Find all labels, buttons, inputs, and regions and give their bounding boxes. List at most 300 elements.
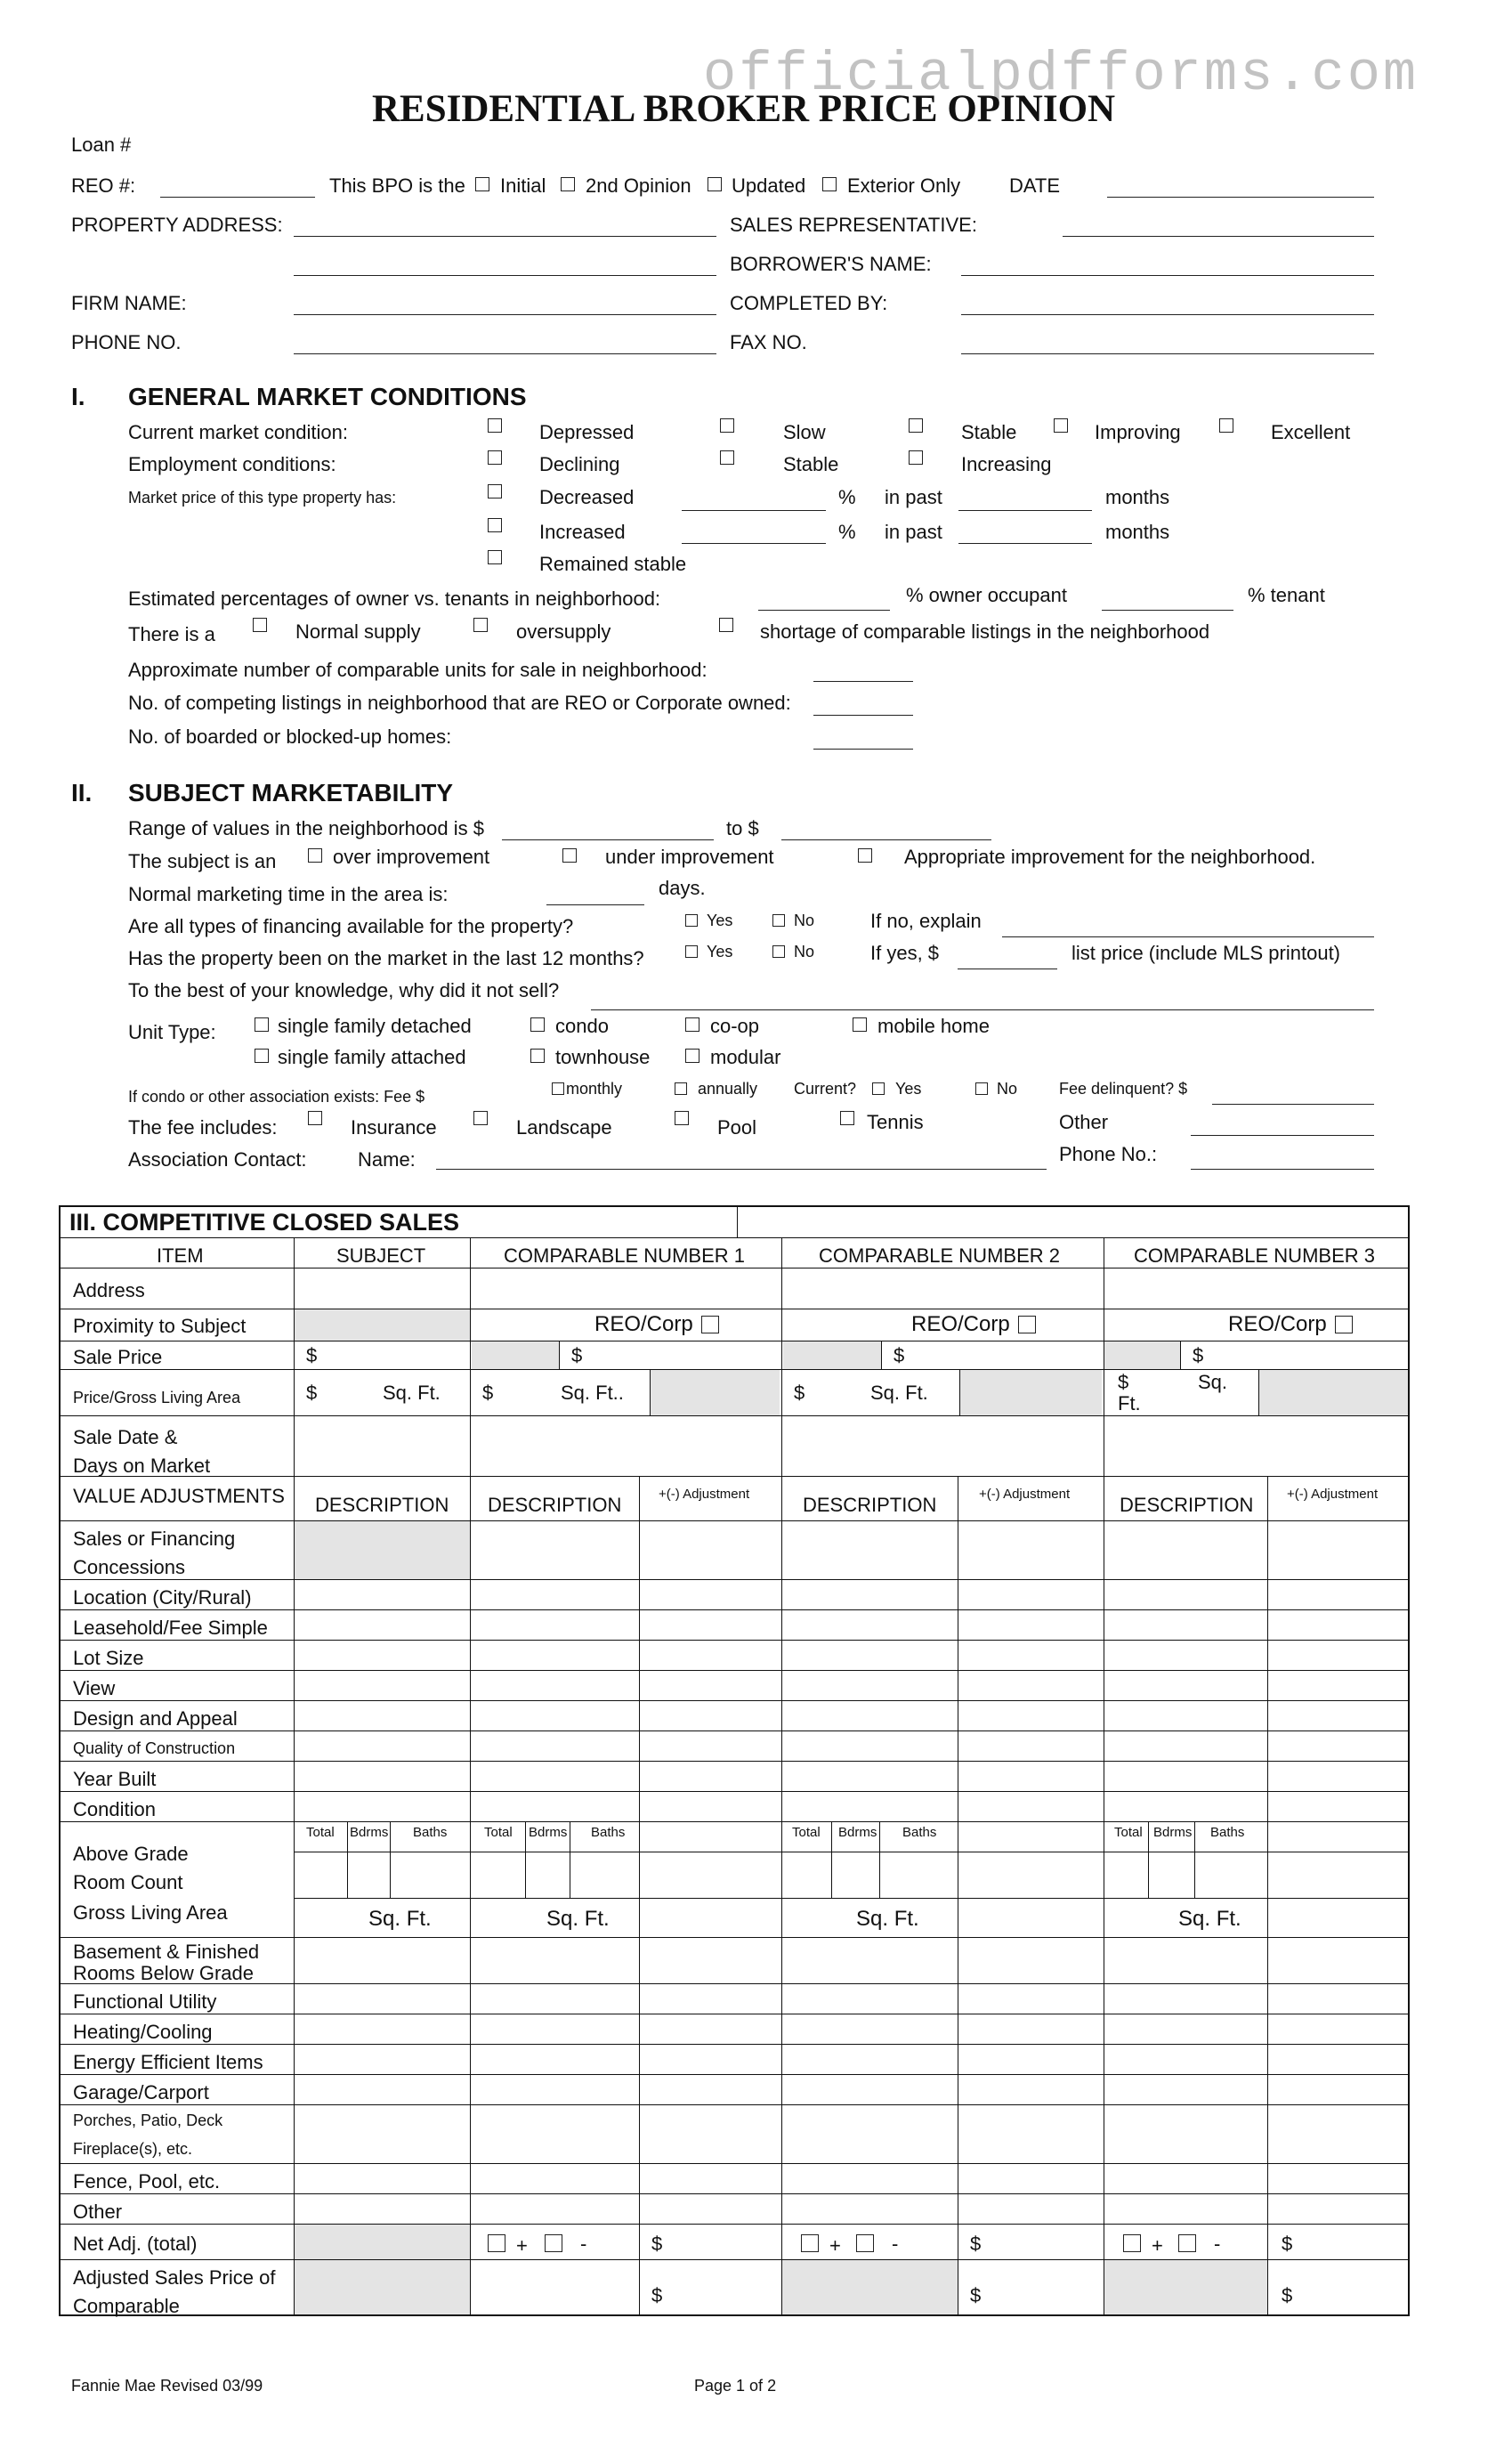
sp-subject-dollar: $ [306,1344,318,1366]
employment-label: Employment conditions: [128,453,336,475]
increased-months-label: months [1105,521,1170,543]
pp-c1-sqft: Sq. Ft.. [561,1382,624,1404]
firm-name-field[interactable] [294,314,716,315]
vl-rc-11 [525,1821,526,1898]
hl-5 [59,1369,1410,1370]
col-comp2: COMPARABLE NUMBER 2 [819,1244,1060,1267]
tennis-label: Tennis [867,1111,924,1133]
current-market-label: Current market condition: [128,421,348,443]
reo-label: REO #: [71,174,136,197]
improving-label: Improving [1095,421,1181,443]
hl-16 [59,1791,1410,1792]
pp-subject-sqft: Sq. Ft. [383,1382,441,1404]
annually-checkbox[interactable] [675,1082,687,1095]
why-not-label: To the best of your knowledge, why did it not sell? [128,979,560,1001]
date-label: DATE [1009,174,1061,197]
gla-c3-sqft: Sq. Ft. [1178,1907,1241,1931]
row-functional: Functional Utility [73,1990,217,2013]
oversupply-label: oversupply [516,620,611,643]
net-adj-c3-minus-checkbox[interactable] [1178,2234,1196,2252]
approx-label: Approximate number of comparable units for sale in neighborhood: [128,659,708,681]
annually-label: annually [698,1080,758,1098]
property-address-field[interactable] [294,236,716,237]
remained-stable-label: Remained stable [539,553,687,575]
over-improvement-label: over improvement [333,846,490,868]
row-condition: Condition [73,1798,156,1820]
col-item: ITEM [157,1244,204,1267]
hl-19 [59,1983,1410,1984]
financing-yes-label: Yes [707,912,733,929]
coop-label: co-op [710,1015,760,1037]
initial-label: Initial [500,174,546,197]
hl-24 [59,2163,1410,2164]
row-leasehold: Leasehold/Fee Simple [73,1617,268,1639]
fee-delinquent-field[interactable] [1212,1104,1374,1105]
pp-c2-sqft: Sq. Ft. [870,1382,928,1404]
date-field[interactable] [1107,197,1374,198]
market-yes-label: Yes [707,943,733,960]
hl-9 [59,1579,1410,1580]
decreased-in-past: in past [885,486,942,508]
hl-14 [59,1730,1410,1731]
over-improvement-checkbox[interactable] [308,848,322,863]
landscape-label: Landscape [516,1116,612,1139]
depressed-checkbox[interactable] [488,418,502,433]
approx-field[interactable] [813,681,913,682]
reo-corp-c2-checkbox[interactable] [1018,1316,1036,1333]
depressed-label: Depressed [539,421,635,443]
reo-field[interactable] [160,197,315,198]
row-sale-date: Sale Date & [73,1426,178,1448]
footer-page: Page 1 of 2 [694,2377,777,2395]
2nd-opinion-label: 2nd Opinion [586,174,691,197]
hl-17 [59,1821,1410,1822]
sp-c3-dollar: $ [1193,1344,1204,1366]
increased-months-field[interactable] [958,543,1092,544]
vl-comp1 [470,1237,471,2316]
rc-c2-bdrms: Bdrms [838,1825,877,1840]
section-1-title: GENERAL MARKET CONDITIONS [128,383,527,410]
competing-field[interactable] [813,715,913,716]
increasing-checkbox[interactable] [909,450,923,465]
mobile-home-checkbox[interactable] [853,1017,867,1032]
row-proximity: Proximity to Subject [73,1315,247,1337]
updated-label: Updated [732,174,806,197]
improving-checkbox[interactable] [1054,418,1068,433]
financing-label: Are all types of financing available for the property? [128,915,574,937]
insurance-label: Insurance [351,1116,437,1139]
net-adj-c2-dollar: $ [970,2233,982,2255]
normal-mkt-label: Normal marketing time in the area is: [128,883,449,905]
shortage-label: shortage of comparable listings in the neighborhood [760,620,1210,643]
row-other: Other [73,2201,123,2223]
marketing-days-field[interactable] [546,904,644,905]
watermark: officialpdfforms.com [703,43,1419,106]
adjusted-c3-dollar: $ [1282,2284,1293,2306]
hl-25 [59,2193,1410,2194]
row-concessions: Concessions [73,1556,185,1578]
if-yes-label: If yes, $ [870,942,940,964]
excellent-label: Excellent [1271,421,1351,443]
rc-s-baths: Baths [413,1825,448,1840]
tennis-checkbox[interactable] [840,1111,854,1125]
increased-pct-field[interactable] [682,543,826,544]
sfa-label: single family attached [278,1046,466,1068]
vl-rc-22 [879,1821,880,1898]
rc-c1-bdrms: Bdrms [529,1825,568,1840]
condo-label: condo [555,1015,609,1037]
financing-yes-checkbox[interactable] [685,914,698,927]
phone-field[interactable] [294,353,716,354]
net-adj-c3-minus: - [1214,2233,1221,2255]
firm-name-label: FIRM NAME: [71,292,187,314]
sfd-label: single family detached [278,1015,472,1037]
sp-c1-dollar: $ [571,1344,583,1366]
row-value-adj: VALUE ADJUSTMENTS [73,1485,285,1507]
tenant-pct-field[interactable] [1102,610,1233,611]
adjusted-c2-dollar: $ [970,2284,982,2306]
hl-6 [59,1415,1410,1416]
title-divider [737,1205,738,1237]
desc-subject: DESCRIPTION [315,1494,449,1516]
modular-label: modular [710,1046,781,1068]
col-comp1: COMPARABLE NUMBER 1 [504,1244,745,1267]
appropriate-checkbox[interactable] [858,848,872,863]
row-adjusted: Adjusted Sales Price of [73,2266,276,2289]
current-label: Current? [794,1080,857,1098]
sfa-checkbox[interactable] [255,1049,269,1063]
on-market-label: Has the property been on the market in the last 12 months? [128,947,644,969]
increased-in-past: in past [885,521,942,543]
other-label: Other [1059,1111,1109,1133]
days-label: days. [659,877,706,899]
vl-subject [294,1237,295,2316]
row-dom: Days on Market [73,1455,211,1477]
normal-supply-label: Normal supply [295,620,421,643]
increasing-label: Increasing [961,453,1052,475]
vl-rc-32 [1194,1821,1195,1898]
employment-stable-label: Stable [783,453,839,475]
col-subject: SUBJECT [336,1244,426,1267]
row-above-grade: Above Grade [73,1843,189,1865]
sp-c2-dollar: $ [894,1344,905,1366]
modular-checkbox[interactable] [685,1049,699,1063]
fax-label: FAX NO. [730,331,807,353]
assoc-name-label: Name: [358,1148,416,1171]
updated-checkbox[interactable] [708,177,722,191]
desc-c2: DESCRIPTION [803,1494,937,1516]
borrower-field[interactable] [961,275,1374,276]
mobile-home-label: mobile home [877,1015,990,1037]
row-address: Address [73,1279,145,1301]
rc-s-total: Total [306,1825,335,1840]
list-price-label: list price (include MLS printout) [1071,942,1341,964]
unit-type-label: Unit Type: [128,1021,216,1043]
shortage-checkbox[interactable] [719,618,733,632]
net-adj-c3-plus-checkbox[interactable] [1123,2234,1141,2252]
rc-c3-bdrms: Bdrms [1153,1825,1193,1840]
net-adj-c2-minus-checkbox[interactable] [856,2234,874,2252]
increased-checkbox[interactable] [488,518,502,532]
townhouse-checkbox[interactable] [530,1049,545,1063]
vl-sp1 [559,1341,560,1369]
hl-13 [59,1700,1410,1701]
exterior-only-checkbox[interactable] [822,177,837,191]
reo-corp-c1-checkbox[interactable] [701,1316,719,1333]
decreased-label: Decreased [539,486,635,508]
hl-10 [59,1609,1410,1610]
pp-c2-dollar: $ [794,1382,805,1404]
page-title: RESIDENTIAL BROKER PRICE OPINION [372,88,1116,130]
vl-rc-31 [1148,1821,1149,1898]
rc-c1-total: Total [484,1825,513,1840]
adj-c2: +(-) Adjustment [979,1487,1071,1502]
increased-label: Increased [539,521,626,543]
current-no-label: No [997,1080,1018,1098]
condo-checkbox[interactable] [530,1017,545,1032]
reo-corp-c3: REO/Corp [1228,1312,1327,1336]
row-fireplace: Fireplace(s), etc. [73,2140,193,2158]
assoc-contact-label: Association Contact: [128,1148,307,1171]
current-no-checkbox[interactable] [975,1082,988,1095]
oversupply-checkbox[interactable] [473,618,488,632]
rc-c1-baths: Baths [591,1825,626,1840]
excellent-checkbox[interactable] [1219,418,1233,433]
reo-corp-c2: REO/Corp [911,1312,1010,1336]
net-adj-c1-dollar: $ [651,2233,663,2255]
hl-27 [59,2259,1410,2260]
vl-pp3 [1258,1369,1259,1415]
sfd-checkbox[interactable] [255,1017,269,1032]
rc-c2-total: Total [792,1825,821,1840]
pp-c3-dollar: $ [1118,1371,1129,1393]
net-adj-c1-plus: + [516,2234,528,2257]
decreased-months-field[interactable] [958,510,1092,511]
current-yes-label: Yes [895,1080,922,1098]
monthly-label: monthly [566,1080,623,1098]
if-no-explain-field[interactable] [1002,936,1374,937]
employment-stable-checkbox[interactable] [720,450,734,465]
monthly-checkbox[interactable] [552,1082,564,1095]
row-comparable: Comparable [73,2295,180,2317]
hl-8 [59,1520,1410,1521]
hl-23 [59,2104,1410,2105]
declining-label: Declining [539,453,620,475]
section-3-title: III. COMPETITIVE CLOSED SALES [69,1209,460,1236]
hl-18 [59,1937,1410,1938]
row-garage: Garage/Carport [73,2081,209,2103]
row-location: Location (City/Rural) [73,1586,252,1609]
pp-subject-dollar: $ [306,1382,318,1404]
desc-c3: DESCRIPTION [1120,1494,1254,1516]
boarded-label: No. of boarded or blocked-up homes: [128,725,452,748]
est-pct-label: Estimated percentages of owner vs. tenants in neighborhood: [128,588,661,610]
sales-rep-field[interactable] [1063,236,1374,237]
decreased-months-label: months [1105,486,1170,508]
reo-corp-c3-checkbox[interactable] [1335,1316,1353,1333]
desc-c1: DESCRIPTION [488,1494,622,1516]
vl-rc-s2 [390,1821,391,1898]
why-not-field[interactable] [591,1009,1374,1010]
hl-7 [59,1476,1410,1477]
property-address-field-2[interactable] [294,275,716,276]
rc-c3-baths: Baths [1210,1825,1245,1840]
adj-c1: +(-) Adjustment [659,1487,750,1502]
vl-rc-s1 [347,1821,348,1898]
range-to-field[interactable] [781,839,991,840]
hl-22 [59,2074,1410,2075]
row-net-adj: Net Adj. (total) [73,2233,198,2255]
hl-21 [59,2044,1410,2045]
range-label: Range of values in the neighborhood is $ [128,817,484,839]
row-price-gla: Price/Gross Living Area [73,1389,241,1406]
vl-sp3 [1180,1341,1181,1369]
section-1-number: I. [71,383,85,410]
slow-checkbox[interactable] [720,418,734,433]
vl-pp1 [650,1369,651,1415]
borrower-label: BORROWER'S NAME: [730,253,932,275]
net-adj-c2-plus-checkbox[interactable] [801,2234,819,2252]
footer-revision: Fannie Mae Revised 03/99 [71,2377,263,2395]
net-adj-c3-plus: + [1152,2234,1163,2257]
townhouse-label: townhouse [555,1046,651,1068]
fee-includes-label: The fee includes: [128,1116,278,1139]
net-adj-c1-minus: - [580,2233,587,2255]
slow-label: Slow [783,421,826,443]
pp-c3-ft: Ft. [1118,1392,1141,1414]
vl-adj1 [639,1476,640,2316]
bpo-is-label: This BPO is the [329,174,465,197]
remained-stable-checkbox[interactable] [488,550,502,564]
exterior-only-label: Exterior Only [847,174,961,197]
increased-pct-sign: % [838,521,856,543]
under-improvement-label: under improvement [605,846,774,868]
fax-field[interactable] [961,353,1374,354]
row-design: Design and Appeal [73,1707,238,1730]
tenant-label: % tenant [1248,584,1325,606]
row-sale-price: Sale Price [73,1346,163,1368]
row-view: View [73,1677,116,1699]
market-yes-checkbox[interactable] [685,945,698,958]
hl-gla-top [294,1898,1410,1899]
net-adj-c3-dollar: $ [1282,2233,1293,2255]
row-porches: Porches, Patio, Deck [73,2111,223,2129]
owner-occupant-label: % owner occupant [906,584,1067,606]
financing-no-checkbox[interactable] [772,914,785,927]
row-gla: Gross Living Area [73,1901,228,1924]
current-yes-checkbox[interactable] [872,1082,885,1095]
financing-no-label: No [794,912,815,929]
there-is-label: There is a [128,623,215,645]
row-basement: Basement & Finished [73,1941,260,1963]
owner-pct-field[interactable] [758,610,890,611]
row-room-count: Room Count [73,1871,183,1893]
row-energy: Energy Efficient Items [73,2051,263,2073]
hl-15 [59,1761,1410,1762]
completed-by-label: COMPLETED BY: [730,292,888,314]
adjusted-c1-dollar: $ [651,2284,663,2306]
row-lot: Lot Size [73,1647,144,1669]
hl-12 [59,1670,1410,1671]
market-no-label: No [794,943,815,960]
under-improvement-checkbox[interactable] [562,848,577,863]
net-adj-c1-minus-checkbox[interactable] [545,2234,562,2252]
rc-c2-baths: Baths [902,1825,937,1840]
stable-checkbox[interactable] [909,418,923,433]
normal-supply-checkbox[interactable] [253,618,267,632]
adj-c3: +(-) Adjustment [1287,1487,1379,1502]
vl-rc-21 [831,1821,832,1898]
completed-by-field[interactable] [961,314,1374,315]
pp-c3-sq: Sq. [1198,1371,1228,1393]
pool-label: Pool [717,1116,757,1139]
other-field[interactable] [1191,1135,1374,1136]
2nd-opinion-checkbox[interactable] [561,177,575,191]
phone-label: PHONE NO. [71,331,182,353]
boarded-field[interactable] [813,749,913,750]
hl-26 [59,2224,1410,2225]
market-no-checkbox[interactable] [772,945,785,958]
assoc-phone-field[interactable] [1191,1169,1374,1170]
hl-11 [59,1640,1410,1641]
decreased-pct-field[interactable] [682,510,826,511]
section-2-number: II. [71,779,93,806]
declining-checkbox[interactable] [488,450,502,465]
row-year: Year Built [73,1768,157,1790]
vl-comp2 [781,1237,782,2316]
if-no-label: If no, explain [870,910,982,932]
row-rooms-below: Rooms Below Grade [73,1962,254,1984]
rc-s-bdrms: Bdrms [350,1825,389,1840]
net-adj-c2-plus: + [829,2234,841,2257]
row-fence: Fence, Pool, etc. [73,2170,221,2192]
vl-adj3 [1267,1476,1268,2316]
appropriate-label: Appropriate improvement for the neighborhood. [904,846,1316,868]
vl-pp2 [959,1369,960,1415]
net-adj-c2-minus: - [892,2233,899,2255]
sales-rep-label: SALES REPRESENTATIVE: [730,214,977,236]
net-adj-c1-plus-checkbox[interactable] [488,2234,505,2252]
market-price-label: Market price of this type property has: [128,489,397,507]
range-to-label: to $ [726,817,759,839]
reo-corp-c1: REO/Corp [594,1312,693,1336]
row-sales-fin: Sales or Financing [73,1528,236,1550]
if-condo-label: If condo or other association exists: Fee $ [128,1088,425,1106]
pool-checkbox[interactable] [675,1111,689,1125]
coop-checkbox[interactable] [685,1017,699,1032]
competing-label: No. of competing listings in neighborhood that are REO or Corporate owned: [128,692,791,714]
loan-label: Loan # [71,134,132,156]
subject-is-label: The subject is an [128,850,277,872]
section-2-title: SUBJECT MARKETABILITY [128,779,454,806]
pp-c1-dollar: $ [482,1382,494,1404]
assoc-name-field[interactable] [436,1169,1047,1170]
initial-checkbox[interactable] [475,177,489,191]
range-from-field[interactable] [502,839,714,840]
row-quality: Quality of Construction [73,1739,236,1757]
gla-subject-sqft: Sq. Ft. [368,1907,432,1931]
hl-1 [59,1237,1410,1238]
stable-label: Stable [961,421,1017,443]
assoc-phone-label: Phone No.: [1059,1143,1158,1165]
decreased-checkbox[interactable] [488,484,502,498]
rc-c3-total: Total [1114,1825,1143,1840]
insurance-checkbox[interactable] [308,1111,322,1125]
landscape-checkbox[interactable] [473,1111,488,1125]
col-comp3: COMPARABLE NUMBER 3 [1134,1244,1375,1267]
decreased-pct-sign: % [838,486,856,508]
vl-sp2 [881,1341,882,1369]
